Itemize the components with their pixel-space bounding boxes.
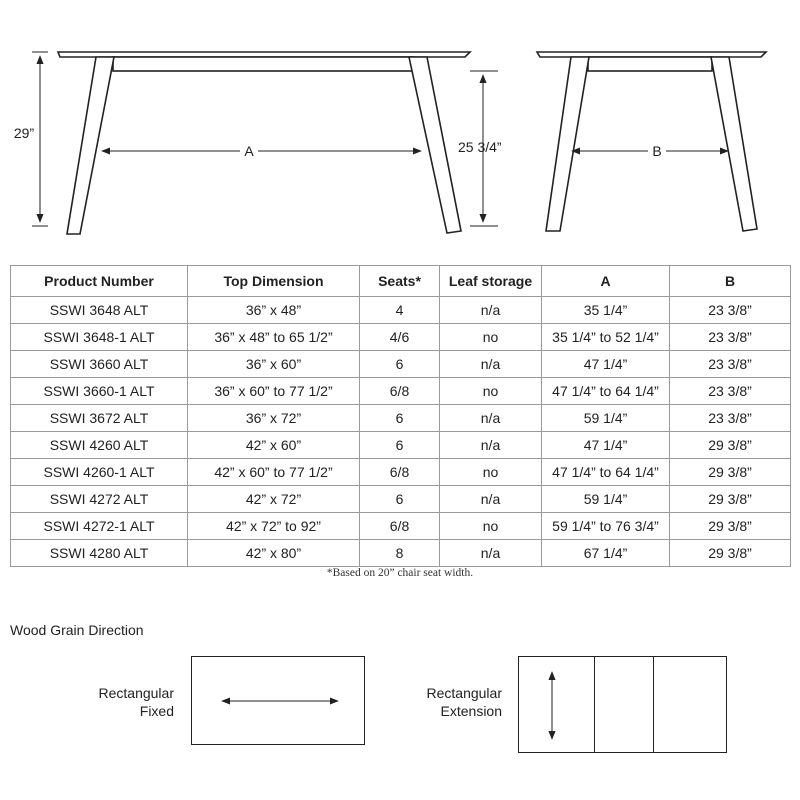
cell-top-dimension: 36” x 72” bbox=[188, 405, 360, 432]
cell-top-dimension: 42” x 60” bbox=[188, 432, 360, 459]
extension-label-line-2: Extension bbox=[440, 703, 502, 719]
table-row bbox=[11, 486, 791, 513]
grain-direction-title: Wood Grain Direction bbox=[10, 622, 144, 638]
table-dimension-diagram bbox=[0, 0, 800, 255]
cell-a: 47 1/4” bbox=[542, 351, 670, 378]
header-top-dimension: Top Dimension bbox=[188, 266, 360, 297]
cell-b: 23 3/8” bbox=[670, 378, 791, 405]
cell-top-dimension: 36” x 48” bbox=[188, 297, 360, 324]
seat-footnote: *Based on 20” chair seat width. bbox=[326, 567, 474, 579]
cell-seats: 6 bbox=[360, 405, 440, 432]
horizontal-double-arrow-icon bbox=[192, 657, 364, 744]
cell-top-dimension: 42” x 80” bbox=[188, 540, 360, 567]
cell-product-number: SSWI 4260 ALT bbox=[11, 432, 188, 459]
table-row bbox=[11, 351, 791, 378]
cell-a: 59 1/4” to 76 3/4” bbox=[542, 513, 670, 540]
cell-leaf-storage: n/a bbox=[440, 540, 542, 567]
table-row bbox=[11, 378, 791, 405]
table-row bbox=[11, 540, 791, 567]
cell-seats: 6 bbox=[360, 486, 440, 513]
extension-label bbox=[386, 684, 502, 720]
cell-b: 29 3/8” bbox=[670, 540, 791, 567]
cell-top-dimension: 36” x 48” to 65 1/2” bbox=[188, 324, 360, 351]
cell-product-number: SSWI 3660 ALT bbox=[11, 351, 188, 378]
header-leaf-storage: Leaf storage bbox=[440, 266, 542, 297]
cell-a: 35 1/4” to 52 1/4” bbox=[542, 324, 670, 351]
cell-top-dimension: 36” x 60” to 77 1/2” bbox=[188, 378, 360, 405]
cell-leaf-storage: no bbox=[440, 513, 542, 540]
cell-a: 47 1/4” bbox=[542, 432, 670, 459]
long-table-side-view bbox=[58, 52, 470, 234]
a-label: A bbox=[244, 143, 254, 159]
cell-seats: 4/6 bbox=[360, 324, 440, 351]
cell-top-dimension: 42” x 60” to 77 1/2” bbox=[188, 459, 360, 486]
cell-seats: 6 bbox=[360, 351, 440, 378]
cell-seats: 6/8 bbox=[360, 378, 440, 405]
table-row bbox=[11, 432, 791, 459]
cell-b: 29 3/8” bbox=[670, 459, 791, 486]
cell-b: 23 3/8” bbox=[670, 297, 791, 324]
cell-product-number: SSWI 3672 ALT bbox=[11, 405, 188, 432]
extension-panels bbox=[519, 657, 726, 752]
cell-seats: 4 bbox=[360, 297, 440, 324]
cell-product-number: SSWI 4280 ALT bbox=[11, 540, 188, 567]
header-a: A bbox=[542, 266, 670, 297]
cell-a: 47 1/4” to 64 1/4” bbox=[542, 459, 670, 486]
height-label: 29” bbox=[13, 125, 35, 141]
cell-leaf-storage: no bbox=[440, 324, 542, 351]
table-row bbox=[11, 513, 791, 540]
table-row bbox=[11, 297, 791, 324]
cell-a: 59 1/4” bbox=[542, 486, 670, 513]
cell-b: 23 3/8” bbox=[670, 351, 791, 378]
extension-top-diagram bbox=[518, 656, 727, 753]
cell-a: 47 1/4” to 64 1/4” bbox=[542, 378, 670, 405]
cell-product-number: SSWI 3648-1 ALT bbox=[11, 324, 188, 351]
header-b: B bbox=[670, 266, 791, 297]
cell-product-number: SSWI 3648 ALT bbox=[11, 297, 188, 324]
cell-a: 67 1/4” bbox=[542, 540, 670, 567]
fixed-top-diagram bbox=[191, 656, 365, 745]
header-product-number: Product Number bbox=[11, 266, 188, 297]
cell-a: 35 1/4” bbox=[542, 297, 670, 324]
cell-leaf-storage: n/a bbox=[440, 297, 542, 324]
apron-height-label: 25 3/4” bbox=[458, 139, 502, 155]
product-spec-table bbox=[10, 265, 791, 567]
cell-b: 23 3/8” bbox=[670, 324, 791, 351]
cell-seats: 6/8 bbox=[360, 513, 440, 540]
cell-b: 29 3/8” bbox=[670, 513, 791, 540]
extension-label-line-1: Rectangular bbox=[426, 685, 502, 701]
cell-top-dimension: 42” x 72” to 92” bbox=[188, 513, 360, 540]
cell-b: 23 3/8” bbox=[670, 405, 791, 432]
cell-product-number: SSWI 4260-1 ALT bbox=[11, 459, 188, 486]
fixed-label-line-1: Rectangular bbox=[98, 685, 174, 701]
table-header-row bbox=[11, 266, 791, 297]
table-row bbox=[11, 405, 791, 432]
cell-leaf-storage: n/a bbox=[440, 351, 542, 378]
cell-b: 29 3/8” bbox=[670, 432, 791, 459]
table-row bbox=[11, 324, 791, 351]
fixed-label bbox=[60, 684, 174, 720]
cell-leaf-storage: no bbox=[440, 378, 542, 405]
cell-product-number: SSWI 4272-1 ALT bbox=[11, 513, 188, 540]
cell-top-dimension: 36” x 60” bbox=[188, 351, 360, 378]
b-label: B bbox=[652, 143, 662, 159]
cell-product-number: SSWI 3660-1 ALT bbox=[11, 378, 188, 405]
fixed-label-line-2: Fixed bbox=[139, 703, 174, 719]
table-row bbox=[11, 459, 791, 486]
header-seats: Seats* bbox=[360, 266, 440, 297]
cell-leaf-storage: n/a bbox=[440, 432, 542, 459]
cell-top-dimension: 42” x 72” bbox=[188, 486, 360, 513]
height-dimension bbox=[32, 52, 48, 226]
cell-leaf-storage: no bbox=[440, 459, 542, 486]
cell-leaf-storage: n/a bbox=[440, 486, 542, 513]
cell-b: 29 3/8” bbox=[670, 486, 791, 513]
cell-product-number: SSWI 4272 ALT bbox=[11, 486, 188, 513]
cell-seats: 6/8 bbox=[360, 459, 440, 486]
cell-seats: 8 bbox=[360, 540, 440, 567]
cell-a: 59 1/4” bbox=[542, 405, 670, 432]
cell-leaf-storage: n/a bbox=[440, 405, 542, 432]
cell-seats: 6 bbox=[360, 432, 440, 459]
